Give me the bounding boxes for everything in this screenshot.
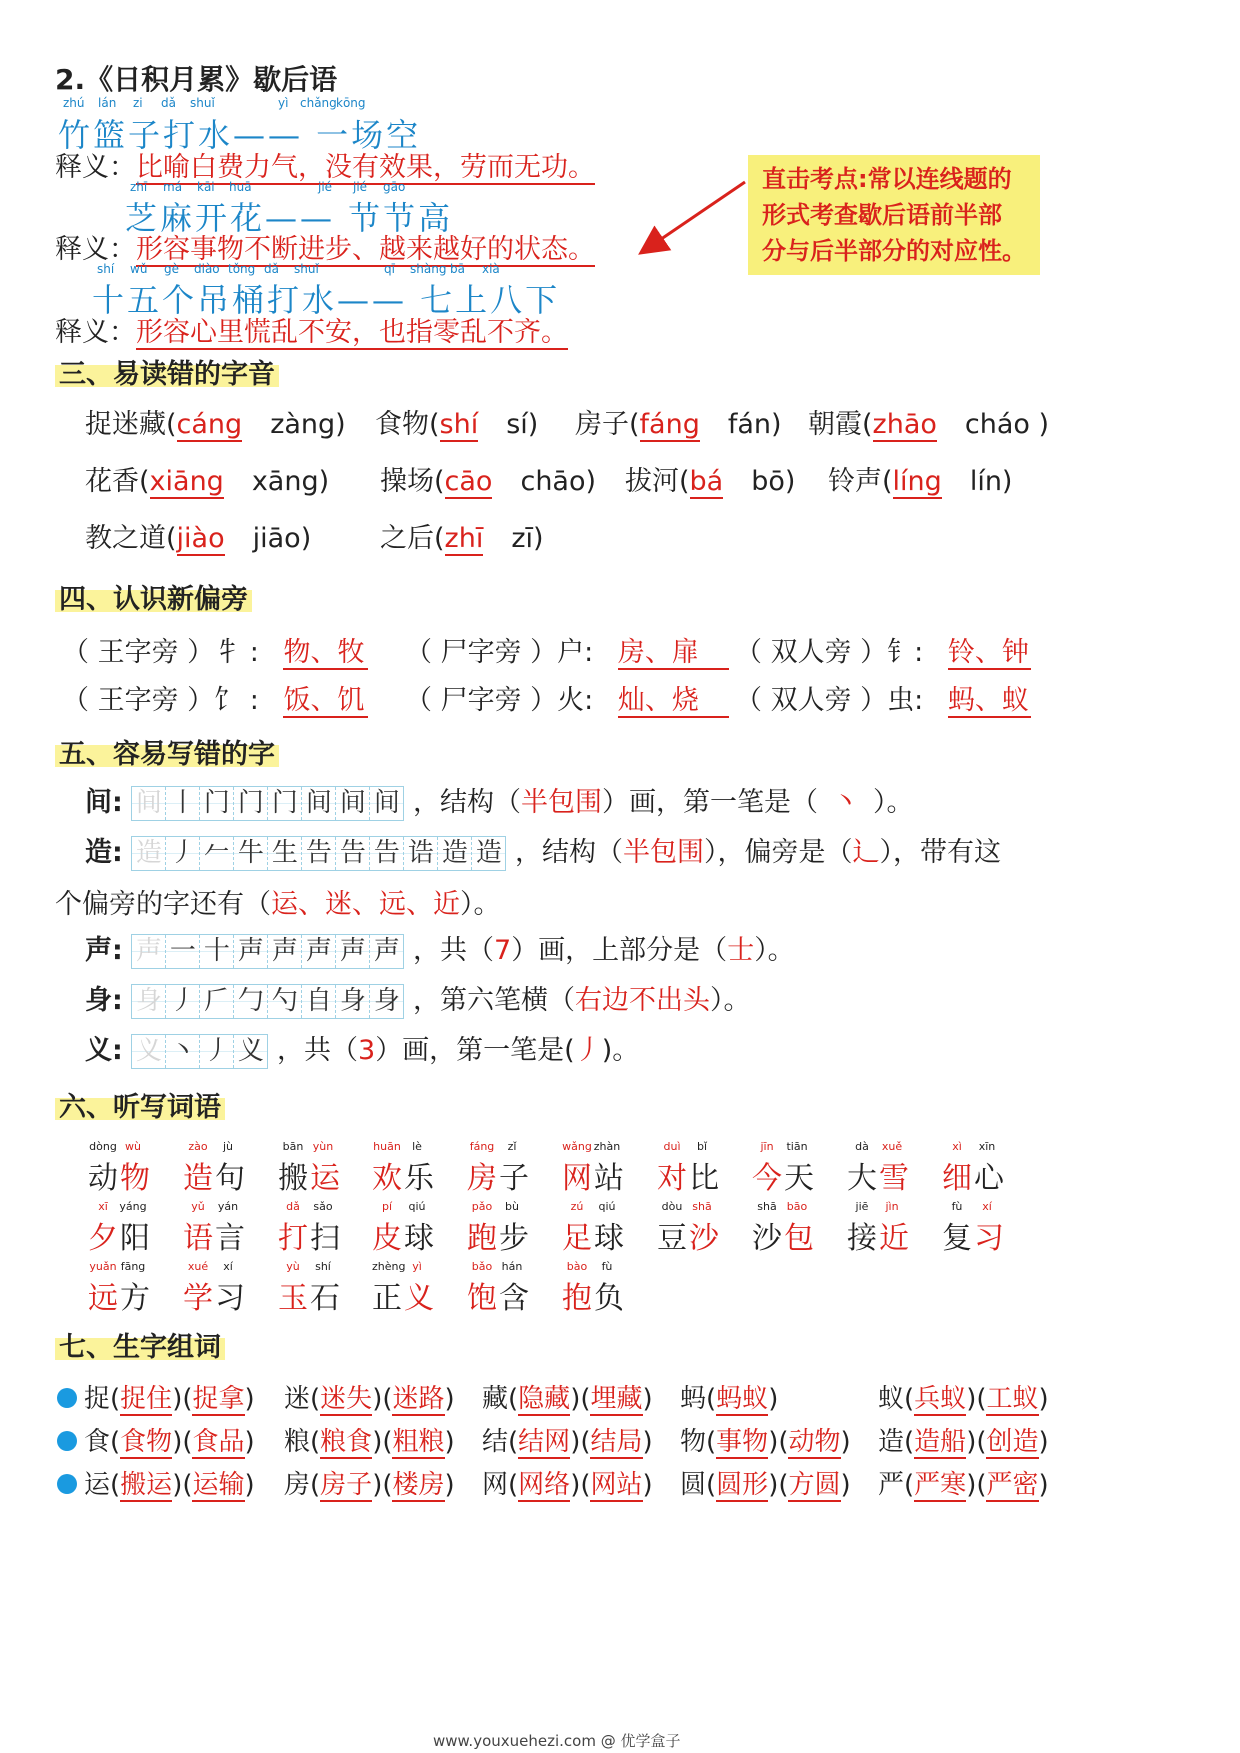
dictation-word: duì bǐ 对比 <box>657 1140 721 1196</box>
pron-item: 铃声(líng lín) <box>828 466 1013 497</box>
idiom-3-pinyin: shí wǔ gè diào tǒng dǎ shuǐ qī shàng bā xià <box>97 262 500 276</box>
pron-item: 房子(fáng fán) <box>575 409 782 440</box>
stroke-order-grid: 造 丿 𠂉 牛 生 告 告 告 诰 造 造 <box>131 836 506 871</box>
dictation-word: jiē jìn 接近 <box>847 1200 911 1256</box>
dictation-word: fù xí 复习 <box>942 1200 1006 1256</box>
bullet-dot-icon <box>57 1474 77 1494</box>
radical-item: （ 王字旁 ）饣 : 饭、饥 <box>62 678 368 717</box>
pron-item: 花香(xiāng xāng) <box>85 466 330 497</box>
stroke-order-grid: 义 丶 丿 义 <box>131 1034 268 1069</box>
stroke-order-grid: 身 丿 𠂆 勹 勺 自 身 身 <box>131 984 404 1019</box>
dictation-word: shā bāo 沙包 <box>752 1200 816 1256</box>
bullet-dot-icon <box>57 1431 77 1451</box>
radical-item: （ 尸字旁 ）户: 房、扉 <box>405 630 729 669</box>
word-building-item: 运(搬运)(运输) <box>84 1470 255 1500</box>
dictation-word: yǔ yán 语言 <box>183 1200 247 1256</box>
radical-item: （ 双人旁 ）钅: 铃、钟 <box>735 637 1029 668</box>
idiom-1: 竹篮子打水—— 一场空 <box>58 116 422 154</box>
bullet-dot-icon <box>57 1388 77 1408</box>
pron-item: 捉迷藏(cáng zàng) <box>85 409 346 440</box>
word-building-item: 捉(捉住)(捉拿) <box>84 1384 255 1414</box>
page-title: 2.《日积月累》歇后语 <box>55 63 338 96</box>
word-building-item: 物(事物)(动物) <box>680 1427 851 1457</box>
dictation-word: yuǎn fāng 远方 <box>88 1260 152 1316</box>
idiom-1-pinyin: zhú lán zi dǎ shuǐ yì chǎng kōng <box>63 96 366 110</box>
dictation-word: dòu shā 豆沙 <box>657 1200 721 1256</box>
dictation-word: huān lè 欢乐 <box>372 1140 436 1196</box>
meaning-1: 释义：比喻白费力气，没有效果，劳而无功。 <box>55 152 595 183</box>
word-building-item: 造(造船)(创造) <box>878 1427 1049 1457</box>
footer-watermark: www.youxuehezi.com @ 优学盒子 <box>433 1732 681 1750</box>
dictation-word: xì xīn 细心 <box>942 1140 1006 1196</box>
word-building-item: 迷(迷失)(迷路) <box>284 1384 455 1414</box>
word-building-item: 房(房子)(楼房) <box>284 1470 455 1500</box>
word-building-item: 严(严寒)(严密) <box>878 1470 1049 1500</box>
stroke-row-zao-continued: 个偏旁的字还有（运、迷、远、近）。 <box>55 889 501 920</box>
pron-item: 之后(zhī zī) <box>380 523 544 554</box>
word-building-item: 食(食物)(食品) <box>84 1427 255 1457</box>
dictation-word: wǎng zhàn 网站 <box>562 1140 626 1196</box>
pron-item: 操场(cāo chāo) <box>380 466 597 497</box>
dictation-word: pǎo bù 跑步 <box>467 1200 531 1256</box>
dictation-word: pí qiú 皮球 <box>372 1200 436 1256</box>
callout-arrow-icon <box>630 170 760 260</box>
section-5-title: 五、容易写错的字 <box>55 732 279 771</box>
stroke-row-sheng: 声: 声 一 十 声 声 声 声 声 ，共（7）画，上部分是（士）。 <box>85 928 795 969</box>
word-building-item: 粮(粮食)(粗粮) <box>284 1427 455 1457</box>
word-building-item: 蚂(蚂蚁) <box>680 1384 779 1414</box>
dictation-word: jīn tiān 今天 <box>752 1140 816 1196</box>
word-building-item: 蚁(兵蚁)(工蚁) <box>878 1384 1049 1414</box>
section-4-title: 四、认识新偏旁 <box>55 577 252 616</box>
dictation-word: zú qiú 足球 <box>562 1200 626 1256</box>
meaning-2: 释义：形容事物不断进步、越来越好的状态。 <box>55 234 595 265</box>
stroke-row-jian: 间: 间 丨 门 门 门 间 间 间 ，结构（半包围）画，第一笔是（ 丶 ）。 <box>85 780 914 821</box>
word-building-item: 网(网络)(网站) <box>482 1470 653 1500</box>
section-7-title: 七、生字组词 <box>55 1325 225 1364</box>
idiom-2-pinyin: zhī má kāi huā jié jié gāo <box>130 180 406 194</box>
word-building-item: 圆(圆形)(方圆) <box>680 1470 851 1500</box>
pron-item: 教之道(jiào jiāo) <box>85 523 312 554</box>
dictation-word: yù shí 玉石 <box>278 1260 342 1316</box>
stroke-row-yi: 义: 义 丶 丿 义 ，共（3）画，第一笔是(丿)。 <box>85 1028 639 1069</box>
radical-item: （ 尸字旁 ）火: 灿、烧 <box>405 678 729 717</box>
stroke-order-grid: 声 一 十 声 声 声 声 声 <box>131 934 404 969</box>
radical-item: （ 王字旁 ）牜 : 物、牧 <box>62 630 368 669</box>
dictation-word: bǎo hán 饱含 <box>467 1260 531 1316</box>
dictation-word: dòng wù 动物 <box>88 1140 152 1196</box>
section-6-title: 六、听写词语 <box>55 1085 225 1124</box>
dictation-word: fáng zǐ 房子 <box>467 1140 531 1196</box>
idiom-2: 芝麻开花—— 节节高 <box>125 199 454 237</box>
dictation-word: dà xuě 大雪 <box>847 1140 911 1196</box>
radical-item: （ 双人旁 ）虫: 蚂、蚁 <box>735 685 1029 716</box>
word-building-item: 藏(隐藏)(埋藏) <box>482 1384 653 1414</box>
dictation-word: xī yáng 夕阳 <box>88 1200 152 1256</box>
word-building-item: 结(结网)(结局) <box>482 1427 653 1457</box>
idiom-3: 十五个吊桶打水—— 七上八下 <box>92 281 561 319</box>
dictation-word: bān yùn 搬运 <box>278 1140 342 1196</box>
dictation-word: bào fù 抱负 <box>562 1260 626 1316</box>
pron-item: 食物(shí sí) <box>375 409 539 440</box>
stroke-row-shen: 身: 身 丿 𠂆 勹 勺 自 身 身 ，第六笔横（右边不出头）。 <box>85 978 751 1019</box>
section-3-title: 三、易读错的字音 <box>55 352 279 391</box>
pron-item: 朝霞(zhāo cháo ) <box>808 409 1050 440</box>
dictation-word: dǎ sǎo 打扫 <box>278 1200 342 1256</box>
meaning-3: 释义：形容心里慌乱不安，也指零乱不齐。 <box>55 317 568 348</box>
exam-tip-callout: 直击考点:常以连线题的 形式考查歇后语前半部 分与后半部分的对应性。 <box>748 155 1040 275</box>
stroke-row-zao: 造: 造 丿 𠂉 牛 生 告 告 告 诰 造 造 ，结构（半包围），偏旁是（辶），带有这 <box>85 830 1001 871</box>
dictation-word: xué xí 学习 <box>183 1260 247 1316</box>
pron-item: 拔河(bá bō) <box>625 466 796 497</box>
dictation-word: zhèng yì 正义 <box>372 1260 436 1316</box>
stroke-order-grid: 间 丨 门 门 门 间 间 间 <box>131 786 404 821</box>
dictation-word: zào jù 造句 <box>183 1140 247 1196</box>
